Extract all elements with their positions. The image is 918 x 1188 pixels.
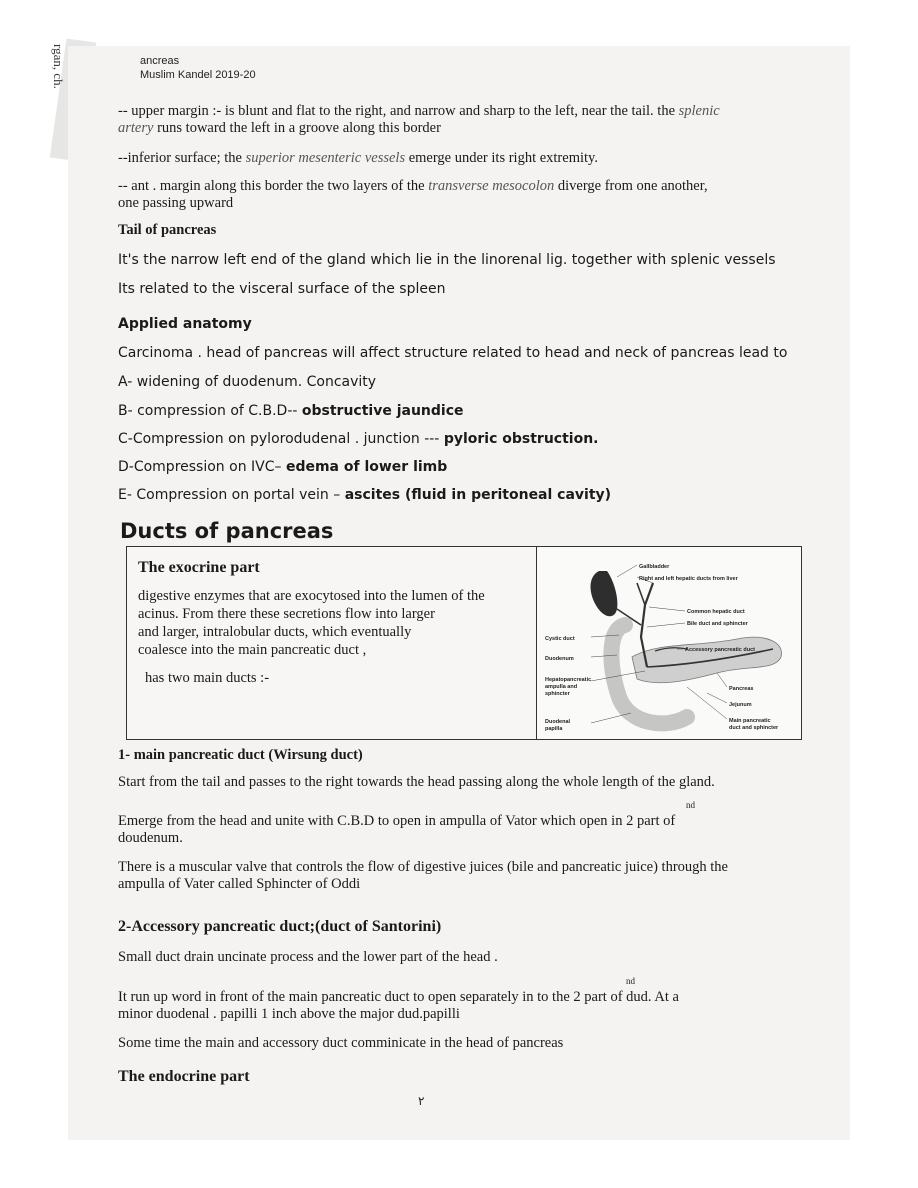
endocrine-heading: The endocrine part <box>118 1068 250 1085</box>
label-duodenum: Duodenum <box>545 656 574 662</box>
running-header <box>140 54 256 82</box>
exocrine-line-1: digestive enzymes that are exocytosed into the lumen of the <box>138 588 485 604</box>
exocrine-heading: The exocrine part <box>138 559 260 576</box>
pancreas-figure <box>536 547 801 739</box>
accessory-duct-line-3: Some time the main and accessory duct comminicate in the head of pancreas <box>118 1035 564 1051</box>
italic-term: splenic <box>678 103 720 119</box>
label-hepatopancreatic-2: ampulla and <box>545 684 578 690</box>
label-hepatopancreatic-1: Hepatopancreatic <box>545 677 592 683</box>
hepatic-duct-left <box>637 583 645 605</box>
item-text: E- Compression on portal vein – <box>118 487 345 503</box>
label-hepatopancreatic-3: sphincter <box>545 691 570 697</box>
text-run: -- ant . margin along this border the two layers of the <box>118 178 429 194</box>
margin-fragment: rgan, ch. <box>51 44 66 89</box>
label-main-duct-1: Main pancreatic <box>729 718 771 724</box>
label-common-hepatic: Common hepatic duct <box>687 609 745 615</box>
main-duct-line-1: Start from the tail and passes to the right towards the head passing along the whole length of the gland. <box>118 774 715 790</box>
upper-margin-line <box>118 102 720 120</box>
tail-heading: Tail of pancreas <box>118 222 217 238</box>
accessory-duct-superscript: nd <box>626 976 635 986</box>
ant-margin-line-2: one passing upward <box>118 195 234 211</box>
applied-item-c <box>118 430 598 448</box>
applied-item-d <box>118 458 447 476</box>
text-run: -- upper margin :- is blunt and flat to the right, and narrow and sharp to the left, near the tail. the <box>118 103 679 119</box>
text-run: --inferior surface; the <box>118 150 246 166</box>
item-text: B- compression of C.B.D-- <box>118 403 302 419</box>
italic-term: artery <box>118 120 154 136</box>
two-ducts-line: has two main ducts :- <box>145 670 270 686</box>
pancreas-diagram <box>537 547 801 739</box>
applied-item-a <box>118 373 376 391</box>
accessory-duct-line-2a: It run up word in front of the main pancreatic duct to open separately in to the 2 part of dud. At a <box>118 989 679 1005</box>
main-duct-line-2a: Emerge from the head and unite with C.B.D to open in ampulla of Vator which open in 2 part of <box>118 813 676 829</box>
text-run: runs toward the left in a groove along this border <box>153 120 441 136</box>
label-cystic-duct: Cystic duct <box>545 636 575 642</box>
item-result: obstructive jaundice <box>301 403 464 419</box>
applied-item-e <box>118 486 611 504</box>
item-result: edema of lower limb <box>285 459 448 475</box>
label-hepatic-ducts: Right and left hepatic ducts from liver <box>639 576 738 582</box>
item-text: C-Compression on pylorodudenal . junction --- <box>118 431 444 447</box>
main-duct-line-3b: ampulla of Vater called Sphincter of Oddi <box>118 876 361 892</box>
exocrine-text-panel <box>127 547 535 739</box>
label-duodenal-2: papilla <box>545 726 563 732</box>
item-result: pyloric obstruction. <box>443 431 599 447</box>
main-duct-line-2b: doudenum. <box>118 830 183 846</box>
pancreas-body-shape <box>632 637 782 683</box>
text-run: diverge from one another, <box>554 178 708 194</box>
item-result: ascites (fluid in peritoneal cavity) <box>344 487 612 503</box>
tail-line-1: It's the narrow left end of the gland which lie in the linorenal lig. together with splenic vessels <box>118 252 776 268</box>
upper-margin-line-2 <box>118 119 441 137</box>
item-text: D-Compression on IVC– <box>118 459 286 475</box>
applied-heading: Applied anatomy <box>118 316 252 332</box>
accessory-duct-heading: 2-Accessory pancreatic duct;(duct of Santorini) <box>118 918 442 935</box>
label-jejunum: Jejunum <box>729 702 752 708</box>
main-duct-heading: 1- main pancreatic duct (Wirsung duct) <box>118 747 363 763</box>
label-main-duct-2: duct and sphincter <box>729 725 779 731</box>
text-run: emerge under its right extremity. <box>405 150 598 166</box>
applied-intro: Carcinoma . head of pancreas will affect structure related to head and neck of pancreas lead to <box>118 345 788 361</box>
exocrine-box <box>126 546 802 740</box>
label-bile-duct: Bile duct and sphincter <box>687 621 748 627</box>
header-author: Muslim Kandel 2019-20 <box>140 69 256 81</box>
label-pancreas: Pancreas <box>729 686 754 692</box>
italic-term: superior mesenteric vessels <box>245 150 406 166</box>
exocrine-line-3: and larger, intralobular ducts, which eventually <box>138 624 412 640</box>
main-duct-superscript: nd <box>686 800 695 810</box>
item-text: A- widening of duodenum. Concavity <box>118 374 377 390</box>
inferior-surface-line <box>118 149 598 167</box>
tail-line-2: Its related to the visceral surface of the spleen <box>118 281 446 297</box>
gallbladder-shape <box>591 571 618 616</box>
label-accessory-duct: Accessory pancreatic duct <box>685 647 756 653</box>
accessory-duct-line-1: Small duct drain uncinate process and the lower part of the head . <box>118 949 498 965</box>
italic-term: transverse mesocolon <box>428 178 555 194</box>
page-number: ٢ <box>418 1094 425 1108</box>
header-topic: ancreas <box>140 55 180 67</box>
applied-item-b <box>118 402 464 420</box>
ducts-heading: Ducts of pancreas <box>120 519 334 543</box>
exocrine-line-2: acinus. From there these secretions flow into larger <box>138 606 435 622</box>
label-gallbladder: Gallbladder <box>639 564 670 570</box>
label-duodenal-1: Duodenal <box>545 719 571 725</box>
ant-margin-line <box>118 177 708 195</box>
accessory-duct-line-2b: minor duodenal . papilli 1 inch above the major dud.papilli <box>118 1006 460 1022</box>
exocrine-line-4: coalesce into the main pancreatic duct , <box>138 642 367 658</box>
main-duct-line-3a: There is a muscular valve that controls the flow of digestive juices (bile and pancreatic juice) through the <box>118 859 728 875</box>
